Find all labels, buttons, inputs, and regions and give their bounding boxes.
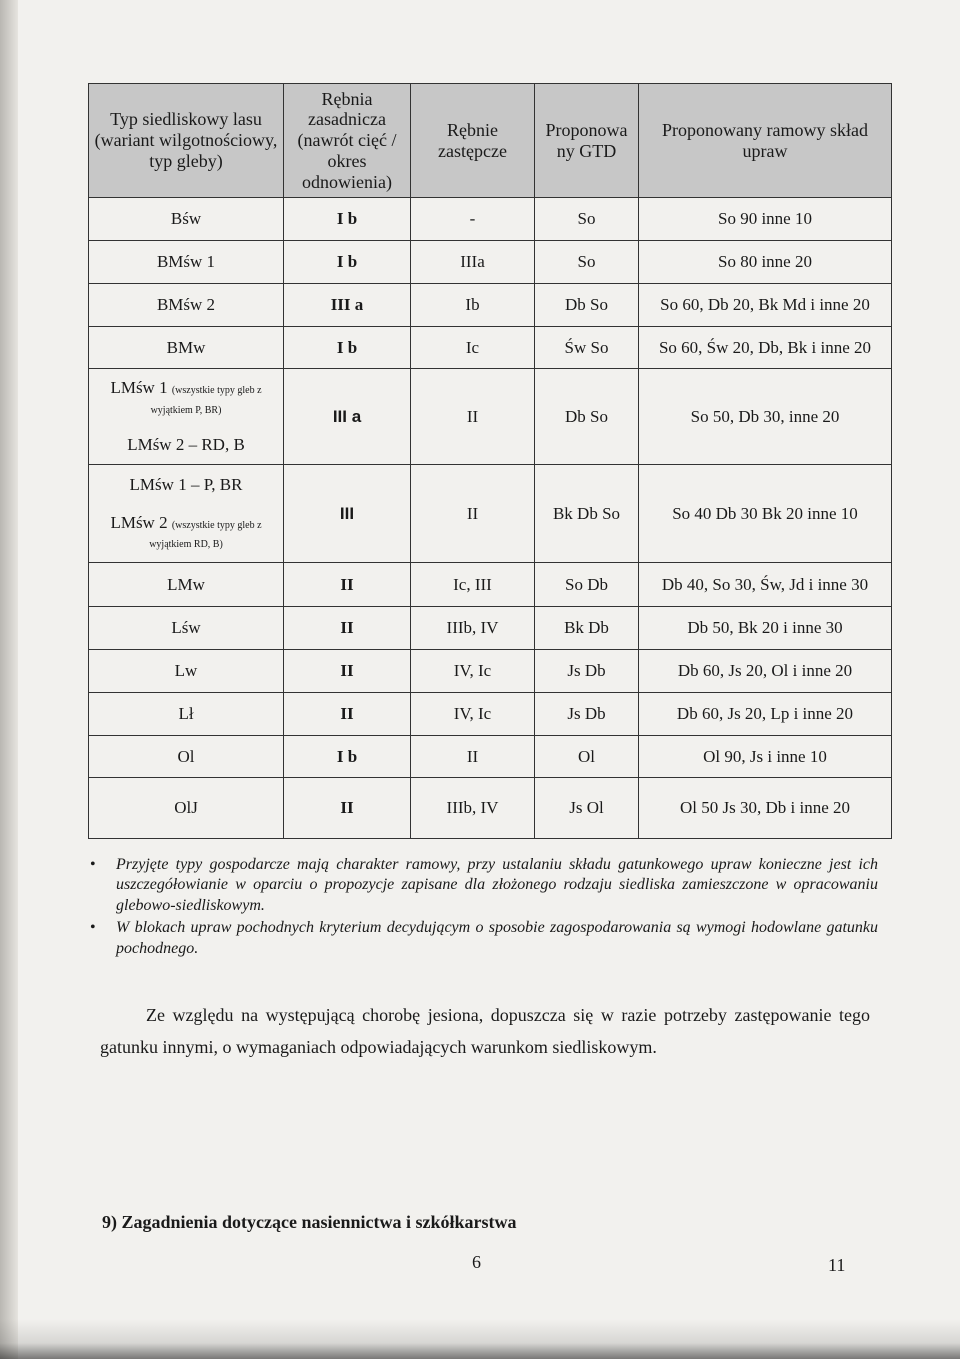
- cell-main-cut: I b: [284, 327, 411, 369]
- table-row: [89, 327, 892, 369]
- table-row: [89, 369, 892, 465]
- cell-composition: So 40 Db 30 Bk 20 inne 10: [639, 465, 892, 563]
- header-composition: Proponowany ramowy skład upraw: [639, 84, 892, 198]
- cell-gtd: Db So: [535, 284, 639, 327]
- cell-main-cut: I b: [284, 736, 411, 778]
- cell-alt-cut: Ib: [411, 284, 535, 327]
- cell-site-type: BMśw 1: [89, 241, 284, 284]
- cell-gtd: Js Db: [535, 693, 639, 736]
- site-type-name: LMśw 1: [110, 378, 168, 398]
- cell-gtd: So: [535, 198, 639, 241]
- table-row: [89, 693, 892, 736]
- cell-composition: Db 60, Js 20, Ol i inne 20: [639, 650, 892, 693]
- cell-main-cut: I b: [284, 198, 411, 241]
- cell-site-type: Lśw: [89, 607, 284, 650]
- table-row: [89, 284, 892, 327]
- cell-composition: Ol 90, Js i inne 10: [639, 736, 892, 778]
- cell-site-type: BMw: [89, 327, 284, 369]
- cell-gtd: So: [535, 241, 639, 284]
- cell-main-cut: III a: [284, 369, 411, 465]
- site-type-name: LMśw 1 – P, BR: [129, 475, 243, 495]
- table-row: [89, 650, 892, 693]
- cell-site-type: Lw: [89, 650, 284, 693]
- table-header-row: [89, 84, 892, 198]
- cell-alt-cut: II: [411, 736, 535, 778]
- cell-site-type: BMśw 2: [89, 284, 284, 327]
- table-row: [89, 736, 892, 778]
- note-item: • Przyjęte typy gospodarcze mają charakter ramowy, przy ustalaniu składu gatunkowego upraw konieczne jest ich uszczegółowianie w oparciu o propozycje zapisane dla złożonego rodzaju siedliska zamieszczone w opracowaniu glebowo-siedliskowym.: [88, 855, 878, 916]
- cell-site-type: [89, 465, 284, 563]
- cell-alt-cut: Ic, III: [411, 563, 535, 607]
- table-row: [89, 198, 892, 241]
- cell-alt-cut: IIIa: [411, 241, 535, 284]
- cell-site-type: Ol: [89, 736, 284, 778]
- header-site-type: Typ siedliskowy lasu (wariant wilgotnościowy, typ gleby): [89, 84, 284, 198]
- cell-alt-cut: Ic: [411, 327, 535, 369]
- cell-composition: So 50, Db 30, inne 20: [639, 369, 892, 465]
- notes-list: [88, 855, 878, 961]
- cell-composition: Db 40, So 30, Św, Jd i inne 30: [639, 563, 892, 607]
- cell-site-type: Lł: [89, 693, 284, 736]
- site-type-name-2: LMśw 2: [110, 512, 168, 532]
- cell-main-cut: I b: [284, 241, 411, 284]
- cell-gtd: Ol: [535, 736, 639, 778]
- cell-site-type: Bśw: [89, 198, 284, 241]
- page-edge: [0, 0, 18, 1359]
- cell-gtd: Js Ol: [535, 778, 639, 839]
- cell-main-cut: II: [284, 778, 411, 839]
- table-row: [89, 563, 892, 607]
- cell-main-cut: II: [284, 607, 411, 650]
- body-paragraph: Ze względu na występującą chorobę jesiona, dopuszcza się w razie potrzeby zastępowanie tego gatunku innymi, o wymaganiach odpowiadających warunkom siedliskowym.: [100, 1005, 870, 1057]
- cell-main-cut: II: [284, 650, 411, 693]
- cell-composition: So 80 inne 20: [639, 241, 892, 284]
- cell-composition: Ol 50 Js 30, Db i inne 20: [639, 778, 892, 839]
- cell-main-cut: II: [284, 693, 411, 736]
- cell-gtd: Js Db: [535, 650, 639, 693]
- table-row: [89, 241, 892, 284]
- cell-site-type: LMw: [89, 563, 284, 607]
- cell-alt-cut: IV, Ic: [411, 693, 535, 736]
- cell-main-cut: III: [284, 465, 411, 563]
- silviculture-table: [88, 83, 892, 839]
- header-gtd: Proponowa ny GTD: [535, 84, 639, 198]
- cell-composition: Db 50, Bk 20 i inne 30: [639, 607, 892, 650]
- cell-composition: So 60, Db 20, Bk Md i inne 20: [639, 284, 892, 327]
- cell-gtd: Bk Db: [535, 607, 639, 650]
- table-row: [89, 465, 892, 563]
- site-type-name-2: LMśw 2 – RD, B: [127, 435, 245, 455]
- cell-alt-cut: IV, Ic: [411, 650, 535, 693]
- page-number-inner: 6: [472, 1252, 481, 1272]
- cell-gtd: Db So: [535, 369, 639, 465]
- cell-alt-cut: IIIb, IV: [411, 607, 535, 650]
- cell-main-cut: II: [284, 563, 411, 607]
- cell-composition: So 60, Św 20, Db, Bk i inne 20: [639, 327, 892, 369]
- cell-alt-cut: II: [411, 369, 535, 465]
- site-type-note: (wszystkie typy gleb z wyjątkiem P, BR): [150, 385, 262, 416]
- cell-alt-cut: IIIb, IV: [411, 778, 535, 839]
- cell-gtd: Św So: [535, 327, 639, 369]
- header-main-cut: Rębnia zasadnicza (nawrót cięć / okres odnowienia): [284, 84, 411, 198]
- table-row: [89, 778, 892, 839]
- cell-gtd: So Db: [535, 563, 639, 607]
- cell-composition: Db 60, Js 20, Lp i inne 20: [639, 693, 892, 736]
- note-item: • W blokach upraw pochodnych kryterium decydującym o sposobie zagospodarowania są wymogi hodowlane gatunku pochodnego.: [88, 918, 878, 959]
- header-alt-cut: Rębnie zastępcze: [411, 84, 535, 198]
- cell-site-type: [89, 369, 284, 465]
- cell-site-type: OlJ: [89, 778, 284, 839]
- cell-alt-cut: II: [411, 465, 535, 563]
- page-number-outer: 11: [828, 1255, 846, 1275]
- cell-composition: So 90 inne 10: [639, 198, 892, 241]
- cell-main-cut: III a: [284, 284, 411, 327]
- table-row: [89, 607, 892, 650]
- cell-alt-cut: -: [411, 198, 535, 241]
- cell-gtd: Bk Db So: [535, 465, 639, 563]
- scan-shadow: [0, 1319, 960, 1359]
- section-heading: 9) Zagadnienia dotyczące nasiennictwa i szkółkarstwa: [102, 1212, 517, 1232]
- site-type-note: (wszystkie typy gleb z wyjątkiem RD, B): [149, 519, 262, 551]
